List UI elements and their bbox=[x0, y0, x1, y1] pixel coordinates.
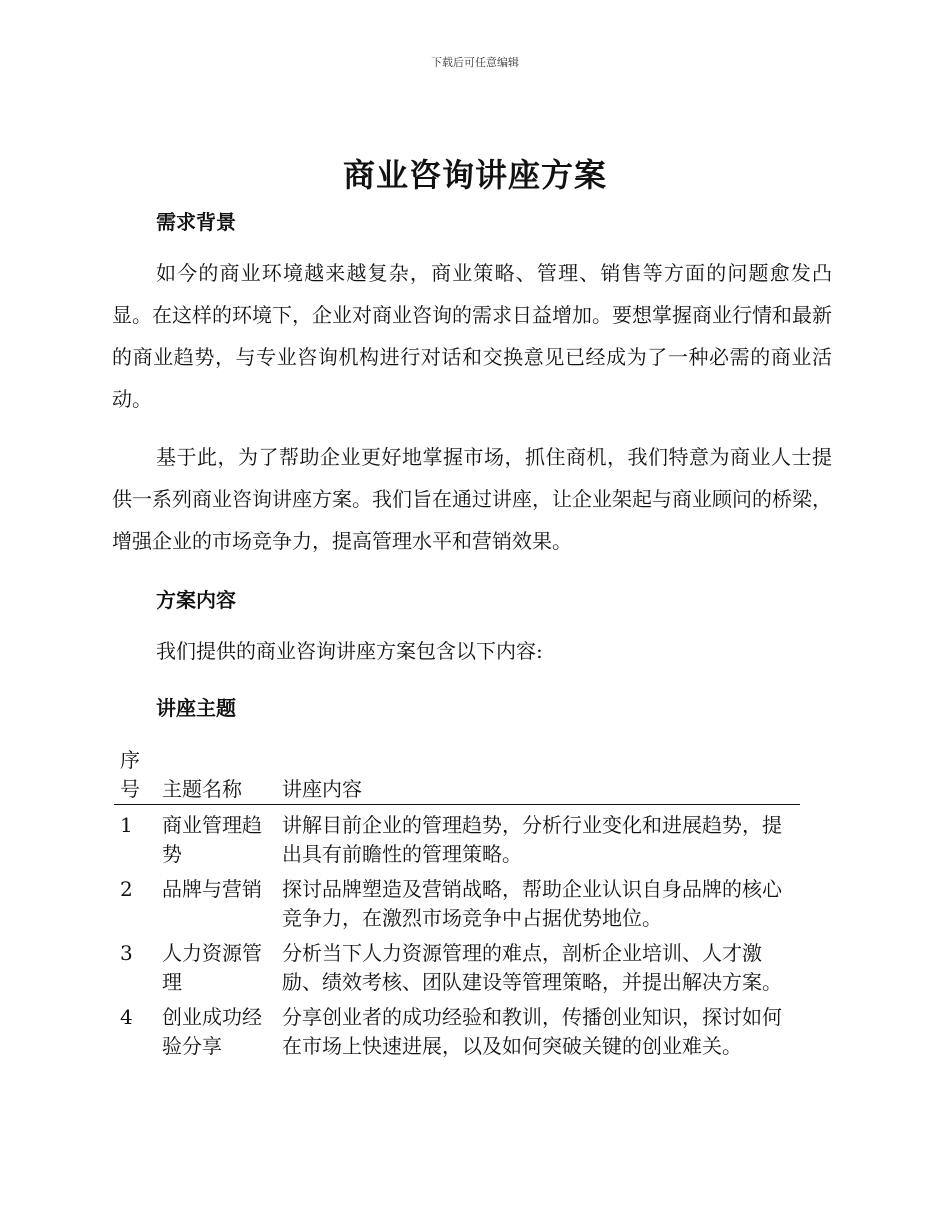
table-row bbox=[114, 875, 800, 939]
paragraph-background-1: 如今的商业环境越来越复杂，商业策略、管理、销售等方面的问题愈发凸显。在这样的环境下，企业对商业咨询的需求日益增加。要想掌握商业行情和最新的商业趋势，与专业咨询机构进行对话和交换意见已经成为了一种必需的商业活动。 bbox=[112, 261, 832, 411]
row-topic-content: 探讨品牌塑造及营销战略，帮助企业认识自身品牌的核心竞争力，在激烈市场竞争中占据优势地位。 bbox=[282, 877, 782, 930]
table-row bbox=[114, 805, 800, 876]
heading-content: 方案内容 bbox=[156, 588, 236, 612]
heading-background: 需求背景 bbox=[156, 210, 236, 234]
table-row bbox=[114, 939, 800, 1003]
row-topic-name: 商业管理趋势 bbox=[162, 813, 262, 866]
column-header-number: 序号 bbox=[114, 746, 162, 805]
topics-table bbox=[114, 746, 800, 1067]
column-header-content: 讲座内容 bbox=[282, 746, 800, 805]
row-topic-content: 分析当下人力资源管理的难点，剖析企业培训、人才激励、绩效考核、团队建设等管理策略，并提出解决方案。 bbox=[282, 941, 782, 994]
header-note: 下载后可任意编辑 bbox=[431, 56, 519, 69]
paragraph-background-2: 基于此，为了帮助企业更好地掌握市场，抓住商机，我们特意为商业人士提供一系列商业咨询讲座方案。我们旨在通过讲座，让企业架起与商业顾问的桥梁，增强企业的市场竞争力，提高管理水平和营销效果。 bbox=[112, 445, 832, 553]
row-topic-content: 讲解目前企业的管理趋势，分析行业变化和进展趋势，提出具有前瞻性的管理策略。 bbox=[282, 813, 782, 866]
row-number: 3 bbox=[120, 941, 133, 965]
row-topic-name: 品牌与营销 bbox=[162, 877, 262, 901]
column-header-name: 主题名称 bbox=[162, 746, 282, 805]
row-topic-name: 人力资源管理 bbox=[162, 941, 262, 994]
row-number: 4 bbox=[120, 1005, 133, 1029]
row-number: 2 bbox=[120, 877, 133, 901]
row-topic-content: 分享创业者的成功经验和教训，传播创业知识，探讨如何在市场上快速进展，以及如何突破关键的创业难关。 bbox=[282, 1005, 782, 1058]
document-title: 商业咨询讲座方案 bbox=[342, 156, 607, 194]
table-header-row bbox=[114, 746, 800, 805]
row-number: 1 bbox=[120, 813, 133, 837]
row-topic-name: 创业成功经验分享 bbox=[162, 1005, 262, 1058]
paragraph-content-intro: 我们提供的商业咨询讲座方案包含以下内容: bbox=[156, 639, 543, 663]
heading-topics: 讲座主题 bbox=[156, 696, 236, 720]
table-row bbox=[114, 1003, 800, 1067]
